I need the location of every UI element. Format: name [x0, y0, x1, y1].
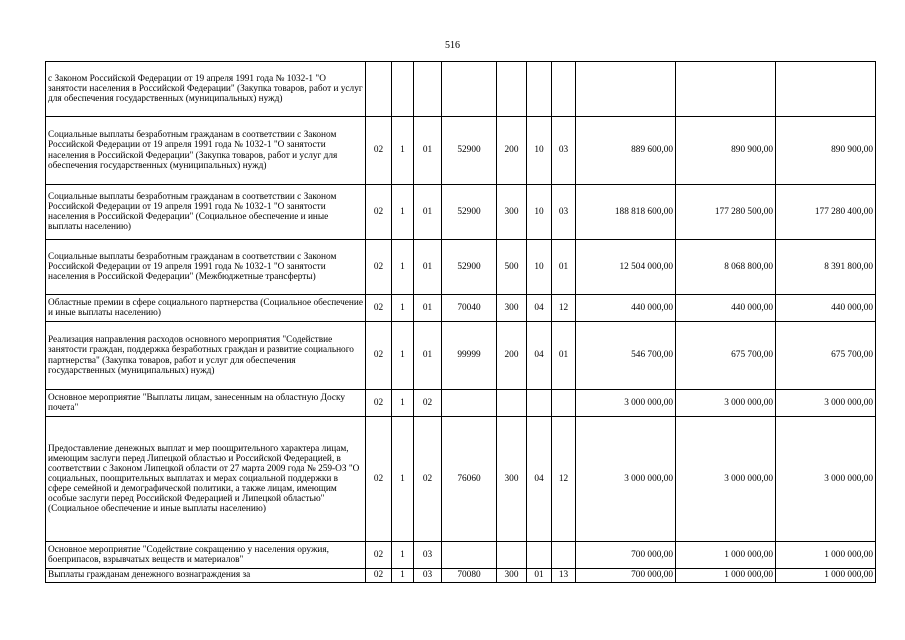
code-section: 04 — [527, 322, 552, 390]
code-main-event: 01 — [414, 322, 442, 390]
code-subprogram: 1 — [392, 390, 414, 417]
code-program: 02 — [366, 185, 392, 240]
code-expense-type — [497, 542, 527, 569]
code-subprogram — [392, 62, 414, 117]
amount-year-2: 3 000 000,00 — [676, 417, 776, 542]
amount-year-3: 440 000,00 — [776, 295, 876, 322]
code-direction: 52900 — [442, 117, 497, 185]
amount-year-3: 675 700,00 — [776, 322, 876, 390]
code-expense-type: 500 — [497, 240, 527, 295]
code-subsection: 12 — [552, 417, 576, 542]
amount-year-3: 1 000 000,00 — [776, 542, 876, 569]
code-program: 02 — [366, 417, 392, 542]
table-row — [46, 390, 876, 417]
code-program: 02 — [366, 390, 392, 417]
amount-year-3 — [776, 62, 876, 117]
code-subsection: 13 — [552, 569, 576, 583]
code-program: 02 — [366, 569, 392, 583]
code-main-event: 01 — [414, 240, 442, 295]
code-program: 02 — [366, 542, 392, 569]
table-row — [46, 569, 876, 583]
code-direction: 52900 — [442, 240, 497, 295]
amount-year-2: 1 000 000,00 — [676, 542, 776, 569]
row-description: Основное мероприятие "Выплаты лицам, занесенным на областную Доску почета" — [46, 390, 366, 417]
code-main-event: 01 — [414, 117, 442, 185]
code-direction — [442, 542, 497, 569]
code-direction: 70080 — [442, 569, 497, 583]
amount-year-1: 440 000,00 — [576, 295, 676, 322]
table-row — [46, 117, 876, 185]
amount-year-1 — [576, 62, 676, 117]
page-number: 516 — [445, 40, 460, 51]
code-section: 01 — [527, 569, 552, 583]
row-description: Предоставление денежных выплат и мер поощрительного характера лицам, имеющим заслуги перед Липецкой областью и Российской Федерацией, в соответствии с Законом Липецкой области от 27 марта 2009 года № 259-ОЗ "О социальных, поощрительных выплатах и мерах социальной поддержки в сфере семейной и демографической политики, а также лицам, имеющим особые заслуги перед Российской Федерацией и Липецкой областью" (Социальное обеспечение и иные выплаты населению) — [46, 417, 366, 542]
row-description: с Законом Российской Федерации от 19 апреля 1991 года № 1032-1 "О занятости населения в Российской Федерации" (Закупка товаров, работ и услуг для обеспечения государственных (муниципальных) нужд) — [46, 62, 366, 117]
code-direction: 99999 — [442, 322, 497, 390]
code-main-event: 03 — [414, 542, 442, 569]
table-row — [46, 240, 876, 295]
amount-year-2: 440 000,00 — [676, 295, 776, 322]
table-row — [46, 62, 876, 117]
code-subprogram: 1 — [392, 569, 414, 583]
code-subprogram: 1 — [392, 240, 414, 295]
code-direction: 70040 — [442, 295, 497, 322]
code-subprogram: 1 — [392, 542, 414, 569]
code-section: 04 — [527, 417, 552, 542]
budget-table — [45, 61, 876, 583]
code-subsection — [552, 542, 576, 569]
code-section: 10 — [527, 185, 552, 240]
table-row — [46, 542, 876, 569]
amount-year-3: 177 280 400,00 — [776, 185, 876, 240]
amount-year-2: 890 900,00 — [676, 117, 776, 185]
code-main-event — [414, 62, 442, 117]
row-description: Выплаты гражданам денежного вознаграждения за — [46, 569, 366, 583]
code-subprogram: 1 — [392, 295, 414, 322]
amount-year-2: 177 280 500,00 — [676, 185, 776, 240]
amount-year-1: 700 000,00 — [576, 542, 676, 569]
amount-year-2: 1 000 000,00 — [676, 569, 776, 583]
code-subsection: 12 — [552, 295, 576, 322]
amount-year-2: 675 700,00 — [676, 322, 776, 390]
code-expense-type: 300 — [497, 185, 527, 240]
amount-year-1: 700 000,00 — [576, 569, 676, 583]
amount-year-1: 188 818 600,00 — [576, 185, 676, 240]
code-main-event: 02 — [414, 417, 442, 542]
code-expense-type: 200 — [497, 322, 527, 390]
code-program: 02 — [366, 117, 392, 185]
code-subprogram: 1 — [392, 117, 414, 185]
amount-year-3: 3 000 000,00 — [776, 417, 876, 542]
code-main-event: 03 — [414, 569, 442, 583]
amount-year-3: 3 000 000,00 — [776, 390, 876, 417]
code-main-event: 01 — [414, 295, 442, 322]
code-expense-type — [497, 62, 527, 117]
amount-year-2: 8 068 800,00 — [676, 240, 776, 295]
amount-year-2: 3 000 000,00 — [676, 390, 776, 417]
row-description: Основное мероприятие "Содействие сокращению у населения оружия, боеприпасов, взрывчатых веществ и материалов" — [46, 542, 366, 569]
amount-year-1: 889 600,00 — [576, 117, 676, 185]
code-program — [366, 62, 392, 117]
row-description: Социальные выплаты безработным гражданам в соответствии с Законом Российской Федерации от 19 апреля 1991 года № 1032-1 "О занятости населения в Российской Федерации" (Социальное обеспечение и иные выплаты населению) — [46, 185, 366, 240]
code-subsection: 03 — [552, 185, 576, 240]
code-section — [527, 390, 552, 417]
code-section: 04 — [527, 295, 552, 322]
code-section — [527, 542, 552, 569]
code-expense-type: 300 — [497, 417, 527, 542]
code-expense-type — [497, 390, 527, 417]
code-direction: 76060 — [442, 417, 497, 542]
code-direction: 52900 — [442, 185, 497, 240]
code-expense-type: 200 — [497, 117, 527, 185]
table-row — [46, 417, 876, 542]
table-row — [46, 295, 876, 322]
code-subsection: 01 — [552, 240, 576, 295]
code-program: 02 — [366, 240, 392, 295]
amount-year-2 — [676, 62, 776, 117]
code-section — [527, 62, 552, 117]
code-direction — [442, 390, 497, 417]
amount-year-1: 3 000 000,00 — [576, 417, 676, 542]
row-description: Социальные выплаты безработным гражданам в соответствии с Законом Российской Федерации от 19 апреля 1991 года № 1032-1 "О занятости населения в Российской Федерации" (Закупка товаров, работ и услуг для обеспечения государственных (муниципальных) нужд) — [46, 117, 366, 185]
code-program: 02 — [366, 295, 392, 322]
code-subsection — [552, 62, 576, 117]
code-expense-type: 300 — [497, 295, 527, 322]
row-description: Социальные выплаты безработным гражданам в соответствии с Законом Российской Федерации от 19 апреля 1991 года № 1032-1 "О занятости населения в Российской Федерации" (Межбюджетные трансферты) — [46, 240, 366, 295]
row-description: Реализация направления расходов основного мероприятия "Содействие занятости граждан, поддержка безработных граждан и развитие социального партнерства" (Закупка товаров, работ и услуг для обеспечения государственных (муниципальных) нужд) — [46, 322, 366, 390]
amount-year-3: 1 000 000,00 — [776, 569, 876, 583]
row-description: Областные премии в сфере социального партнерства (Социальное обеспечение и иные выплаты населению) — [46, 295, 366, 322]
amount-year-1: 3 000 000,00 — [576, 390, 676, 417]
code-main-event: 01 — [414, 185, 442, 240]
code-subsection — [552, 390, 576, 417]
amount-year-3: 8 391 800,00 — [776, 240, 876, 295]
code-subprogram: 1 — [392, 185, 414, 240]
code-section: 10 — [527, 117, 552, 185]
code-subprogram: 1 — [392, 417, 414, 542]
code-subsection: 03 — [552, 117, 576, 185]
code-section: 10 — [527, 240, 552, 295]
amount-year-1: 12 504 000,00 — [576, 240, 676, 295]
amount-year-1: 546 700,00 — [576, 322, 676, 390]
table-row — [46, 185, 876, 240]
code-main-event: 02 — [414, 390, 442, 417]
code-subprogram: 1 — [392, 322, 414, 390]
amount-year-3: 890 900,00 — [776, 117, 876, 185]
code-program: 02 — [366, 322, 392, 390]
table-row — [46, 322, 876, 390]
code-expense-type: 300 — [497, 569, 527, 583]
code-direction — [442, 62, 497, 117]
code-subsection: 01 — [552, 322, 576, 390]
